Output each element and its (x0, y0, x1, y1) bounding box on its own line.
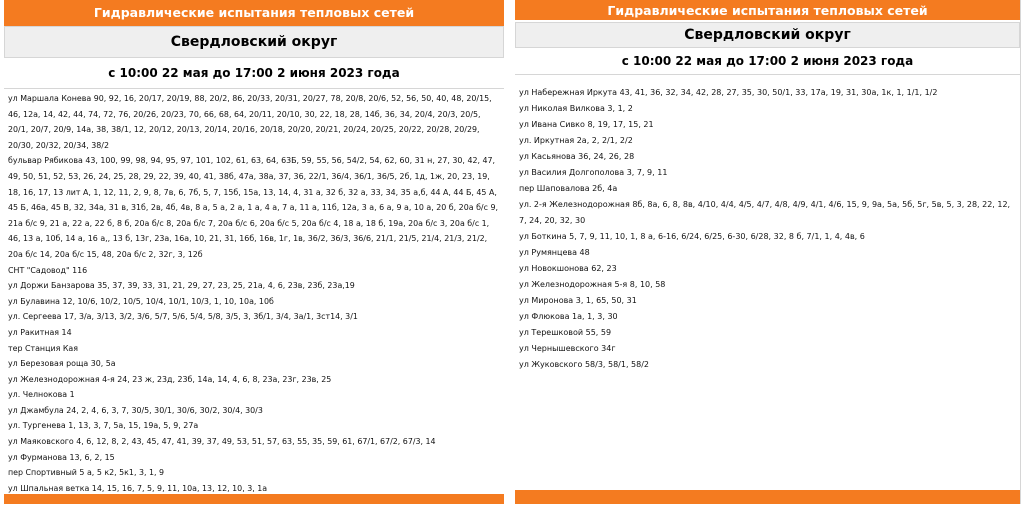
street-item: СНТ "Садовод" 116 (8, 265, 88, 275)
street-list (515, 75, 1020, 373)
street-item: ул. Челнокова 1 (8, 390, 75, 400)
street-item: ул Терешковой 55, 59 (519, 328, 612, 337)
date-range: с 10:00 22 мая до 17:00 2 июня 2023 года (515, 48, 1020, 75)
footer-bar (4, 494, 504, 504)
street-item: ул Маяковского 4, 6, 12, 8, 2, 43, 45, 47, 41, 39, 37, 49, 53, 51, 57, 63, 55, 35, 59, 61, 67/1, 67/2, 67/3, 14 (8, 437, 436, 447)
right-panel (515, 0, 1020, 504)
street-item: ул Булавина 12, 10/6, 10/2, 10/5, 10/4, 10/1, 10/3, 1, 10, 10а, 10б (8, 296, 274, 306)
street-item: ул Василия Долгополова 3, 7, 9, 11 (519, 168, 668, 177)
street-item: ул. 2-я Железнодорожная 8б, 8а, 6, 8, 8в, 4/10, 4/4, 4/5, 4/7, 4/8, 4/9, 4/1, 4/6, 15, 9, 9а, 5а, 5б, 5г, 5в, 5, 3, 28, 22, 12, 7, 24, 20, 32, 30 (519, 200, 1011, 225)
street-item: ул Ивана Сивко 8, 19, 17, 15, 21 (519, 120, 654, 129)
street-item: ул Железнодорожная 4-я 24, 23 ж, 23д, 23б, 14а, 14, 4, 6, 8, 23а, 23г, 23в, 25 (8, 374, 332, 384)
district-title: Свердловский округ (4, 26, 504, 58)
street-item: ул Боткина 5, 7, 9, 11, 10, 1, 8 а, 6-16, 6/24, 6/25, 6-30, 6/28, 32, 8 б, 7/1, 1, 4, 4в, 6 (519, 232, 865, 241)
street-item: ул Доржи Банзарова 35, 37, 39, 33, 31, 21, 29, 27, 23, 25, 21а, 4, 6, 23в, 23б, 23а,19 (8, 281, 355, 291)
date-range: с 10:00 22 мая до 17:00 2 июня 2023 года (4, 58, 504, 89)
street-item: ул. Тургенева 1, 13, 3, 7, 5а, 15, 19а, 5, 9, 27а (8, 421, 199, 431)
street-item: ул Джамбула 24, 2, 4, 6, 3, 7, 30/5, 30/1, 30/6, 30/2, 30/4, 30/3 (8, 405, 263, 415)
street-list (4, 89, 504, 496)
street-item: ул Фурманова 13, 6, 2, 15 (8, 452, 115, 462)
street-item: ул Касьянова 36, 24, 26, 28 (519, 152, 635, 161)
street-item: ул Маршала Конева 90, 92, 16, 20/17, 20/19, 88, 20/2, 86, 20/33, 20/31, 20/27, 78, 20/8, 20/6, 52, 56, 50, 40, 48, 20/15, 46, 12а, 14, 42, 44, 74, 72, 76, 20/26, 20/23, 70, 66, 68, 64, 20/11, 20/10, 30, 22, 18, 28, 14б, 36, 34, 20/4, 20/3, 20/5, 20/1, 20/7, 20/9, 14а, 38, 38/1, 12, 20/12, 20/13, 20/14, 20/16, 20/18, 20/20, 20/21, 20/24, 20/25, 20/22, 20/28, 20/29, 20/30, 20/32, 20/34, 38/2 (8, 94, 492, 150)
street-item: ул Железнодорожная 5-я 8, 10, 58 (519, 280, 666, 289)
street-item: тер Станция Кая (8, 343, 79, 353)
street-item: ул Николая Вилкова 3, 1, 2 (519, 104, 633, 113)
street-item: ул Шпальная ветка 14, 15, 16, 7, 5, 9, 11, 10а, 13, 12, 10, 3, 1а (8, 483, 268, 493)
left-panel (4, 0, 504, 504)
street-item: бульвар Рябикова 43, 100, 99, 98, 94, 95, 97, 101, 102, 61, 63, 64, 63Б, 59, 55, 56, 54/2, 54, 62, 60, 31 н, 27, 30, 42, 47, 49, 50, 51, 52, 53, 26, 24, 25, 28, 29, 22, 39, 40, 41, 38б, 47а, 38а, 37, 36, 22/1, 36/4, 36/1, 36/5, 2б, 1д, 1ж, 20, 23, 19, 18, 16, 17, 13 лит А, 1, 12, 11, 2, 9, 8, 7в, 6, 7б, 5, 7, 15б, 15а, 13, 14, 4, 31 а, 32 б, 32 а, 33, 34, 35 а,б, 44 А, 44 Б, 45 А, 45 Б, 46а, 45 В, 32, 34а, 31 в, 31б, 2в, 4б, 4в, 8 а, 5 а, 2 а, 1 а, 4 а, 7 а, 11 а, 11б, 12а, 3 а, 6 а, 9 а, 10 а, 20 б, 20а б/с 9, 21а б/с 9, 21 а, 22 а, 22 б, 8 б, 20а б/с 8, 20а б/с 7, 20а б/с 6, 20а б/с 5, 20а б/с 4, 18 а, 18 б, 19а, 20а б/с 3, 20а б/с 1, 46, 13 а, 10б, 14 а, 16 а,, 13 б, 13г, 23а, 16а, 10, 21, 31, 16б, 16в, 1г, 1в, 36/2, 36/3, 36/6, 21/1, 21/5, 21/4, 21/3, 21/2, 20а б/с 14, 20а б/с 15, 48, 20а б/с 2, 32г, 3, 12б (8, 156, 498, 259)
street-item: ул. Сергеева 17, 3/а, 3/13, 3/2, 3/6, 5/7, 5/6, 5/4, 5/8, 3/5, 3, 3б/1, 3/4, 3а/1, 3ст14, 3/1 (8, 312, 358, 322)
street-item: ул Румянцева 48 (519, 248, 590, 257)
panel-divider (1020, 0, 1021, 504)
street-item: ул Миронова 3, 1, 65, 50, 31 (519, 296, 637, 305)
footer-bar (515, 490, 1020, 504)
street-item: ул Новокшонова 62, 23 (519, 264, 617, 273)
street-item: пер Шаповалова 2б, 4а (519, 184, 618, 193)
street-item: ул Жуковского 58/3, 58/1, 58/2 (519, 360, 650, 369)
street-item: ул Набережная Иркута 43, 41, 36, 32, 34, 42, 28, 27, 35, 30, 50/1, 33, 17а, 19, 31, 30а, 1к, 1, 1/1, 1/2 (519, 88, 938, 97)
district-title: Свердловский округ (515, 22, 1020, 48)
street-item: пер Спортивный 5 а, 5 к2, 5к1, 3, 1, 9 (8, 468, 165, 478)
street-item: ул Березовая роща 30, 5а (8, 359, 116, 369)
street-item: ул Флюкова 1а, 1, 3, 30 (519, 312, 618, 321)
street-item: ул Ракитная 14 (8, 327, 72, 337)
header-banner: Гидравлические испытания тепловых сетей (4, 0, 504, 26)
header-banner: Гидравлические испытания тепловых сетей (515, 0, 1020, 20)
street-item: ул Чернышевского 34г (519, 344, 616, 353)
street-item: ул. Иркутная 2а, 2, 2/1, 2/2 (519, 136, 633, 145)
